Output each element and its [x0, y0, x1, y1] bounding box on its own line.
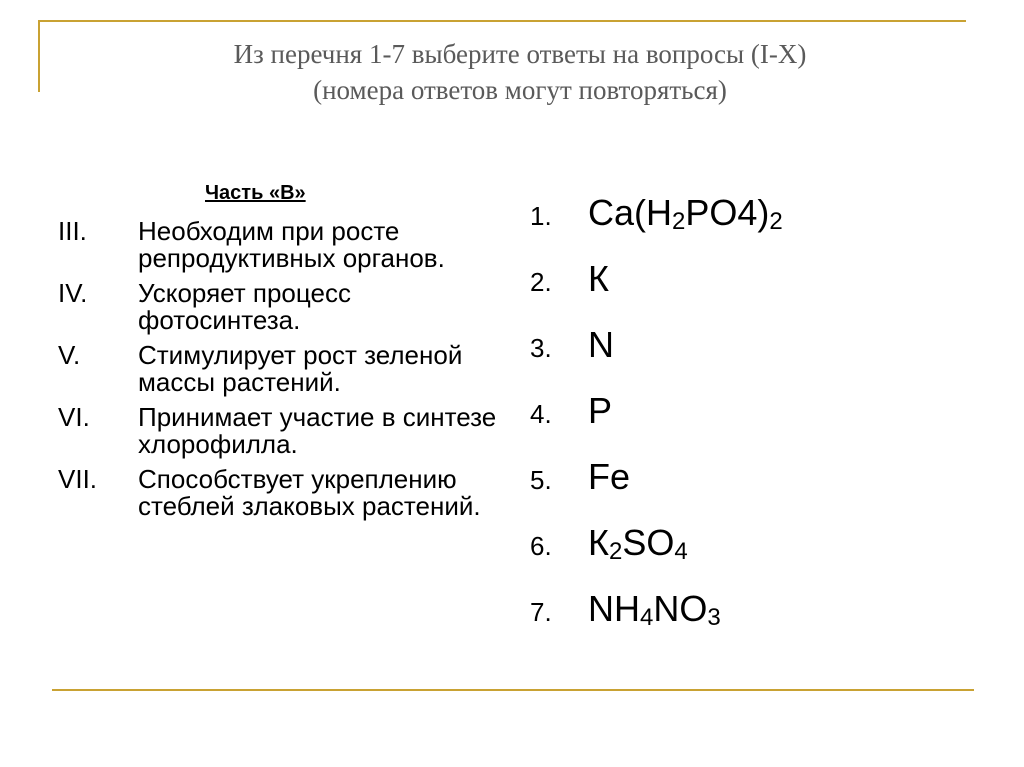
answer-item — [530, 192, 783, 258]
question-number: IV. — [58, 278, 88, 308]
decorative-vertical-rule — [38, 20, 40, 92]
question-item — [58, 342, 498, 396]
answer-item — [530, 588, 783, 654]
question-text: Стимулирует рост зеленой массы растений. — [138, 340, 463, 397]
answer-number: 6. — [530, 531, 552, 561]
decorative-bottom-rule — [52, 689, 974, 691]
answer-number: 3. — [530, 333, 552, 363]
answer-number: 5. — [530, 465, 552, 495]
answer-item — [530, 324, 783, 390]
title-line-1: Из перечня 1-7 выберите ответы на вопросы (I-X) — [233, 39, 807, 69]
question-item — [58, 280, 498, 334]
answer-number: 1. — [530, 201, 552, 231]
question-item — [58, 466, 498, 520]
answer-formula: К — [588, 258, 609, 299]
question-item — [58, 218, 498, 272]
decorative-top-rule — [38, 20, 966, 22]
answer-formula: Fe — [588, 456, 631, 497]
question-text: Необходим при росте репродуктивных органов. — [138, 216, 445, 273]
answer-formula: $К_2SO_4$ — [588, 522, 688, 565]
answer-formula: N — [588, 324, 614, 365]
answer-number: 4. — [530, 399, 552, 429]
slide-title — [120, 36, 920, 108]
answers-list — [530, 192, 783, 654]
question-number: V. — [58, 340, 81, 370]
answer-number: 2. — [530, 267, 552, 297]
questions-list — [58, 218, 498, 528]
question-number: VI. — [58, 402, 90, 432]
question-text: Принимает участие в синтезе хлорофилла. — [138, 402, 497, 459]
answer-formula: P — [588, 390, 613, 431]
question-text: Ускоряет процесс фотосинтеза. — [138, 278, 351, 335]
answer-item — [530, 258, 783, 324]
answer-item — [530, 390, 783, 456]
answer-formula: $Ca(H_2PO4)_2$ — [588, 192, 783, 235]
title-line-2: (номера ответов могут повторяться) — [313, 75, 727, 105]
question-number: III. — [58, 216, 87, 246]
answer-number: 7. — [530, 597, 552, 627]
question-item — [58, 404, 498, 458]
answer-item — [530, 522, 783, 588]
answer-item — [530, 456, 783, 522]
question-number: VII. — [58, 464, 98, 494]
part-label: Часть «В» — [205, 182, 306, 204]
question-text: Способствует укреплению стеблей злаковых растений. — [138, 464, 481, 521]
answer-formula: $NH_4NO_3$ — [588, 588, 721, 631]
